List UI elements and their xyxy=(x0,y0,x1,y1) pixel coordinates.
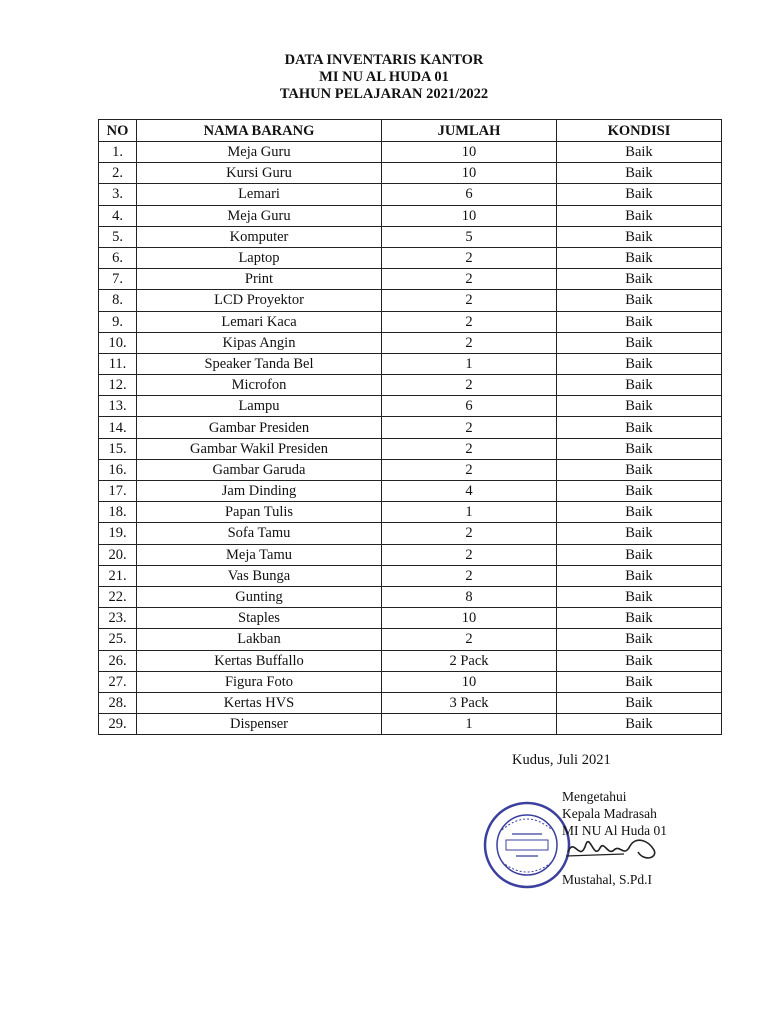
condition-cell: Baik xyxy=(557,290,722,311)
condition-cell: Baik xyxy=(557,226,722,247)
item-name-cell: LCD Proyektor xyxy=(137,290,382,311)
item-name-cell: Meja Guru xyxy=(137,142,382,163)
condition-cell: Baik xyxy=(557,481,722,502)
quantity-cell: 2 xyxy=(382,523,557,544)
condition-cell: Baik xyxy=(557,311,722,332)
condition-cell: Baik xyxy=(557,438,722,459)
table-row xyxy=(99,544,722,565)
quantity-cell: 6 xyxy=(382,396,557,417)
row-number-cell: 20. xyxy=(99,544,137,565)
row-number-cell: 23. xyxy=(99,608,137,629)
condition-cell: Baik xyxy=(557,671,722,692)
quantity-cell: 2 xyxy=(382,375,557,396)
condition-cell: Baik xyxy=(557,650,722,671)
quantity-cell: 2 xyxy=(382,332,557,353)
item-name-cell: Print xyxy=(137,269,382,290)
row-number-cell: 21. xyxy=(99,565,137,586)
table-row xyxy=(99,650,722,671)
quantity-cell: 10 xyxy=(382,671,557,692)
quantity-cell: 1 xyxy=(382,714,557,735)
column-header-condition: KONDISI xyxy=(557,120,722,142)
table-row xyxy=(99,290,722,311)
signature-line-1: Mengetahui xyxy=(562,789,627,804)
table-body xyxy=(99,142,722,735)
condition-cell: Baik xyxy=(557,523,722,544)
row-number-cell: 28. xyxy=(99,692,137,713)
item-name-cell: Papan Tulis xyxy=(137,502,382,523)
condition-cell: Baik xyxy=(557,163,722,184)
condition-cell: Baik xyxy=(557,629,722,650)
item-name-cell: Gambar Presiden xyxy=(137,417,382,438)
quantity-cell: 10 xyxy=(382,163,557,184)
item-name-cell: Kertas Buffallo xyxy=(137,650,382,671)
table-row xyxy=(99,608,722,629)
quantity-cell: 6 xyxy=(382,184,557,205)
condition-cell: Baik xyxy=(557,714,722,735)
item-name-cell: Vas Bunga xyxy=(137,565,382,586)
item-name-cell: Kertas HVS xyxy=(137,692,382,713)
condition-cell: Baik xyxy=(557,544,722,565)
condition-cell: Baik xyxy=(557,184,722,205)
quantity-cell: 1 xyxy=(382,502,557,523)
row-number-cell: 16. xyxy=(99,459,137,480)
condition-cell: Baik xyxy=(557,205,722,226)
row-number-cell: 11. xyxy=(99,353,137,374)
quantity-cell: 3 Pack xyxy=(382,692,557,713)
condition-cell: Baik xyxy=(557,565,722,586)
condition-cell: Baik xyxy=(557,417,722,438)
item-name-cell: Kursi Guru xyxy=(137,163,382,184)
item-name-cell: Gunting xyxy=(137,586,382,607)
condition-cell: Baik xyxy=(557,459,722,480)
item-name-cell: Gambar Wakil Presiden xyxy=(137,438,382,459)
item-name-cell: Kipas Angin xyxy=(137,332,382,353)
table-row xyxy=(99,353,722,374)
row-number-cell: 26. xyxy=(99,650,137,671)
table-row xyxy=(99,142,722,163)
item-name-cell: Microfon xyxy=(137,375,382,396)
quantity-cell: 8 xyxy=(382,586,557,607)
signature-line-2: Kepala Madrasah xyxy=(562,806,657,821)
school-stamp-icon xyxy=(482,800,572,890)
row-number-cell: 6. xyxy=(99,247,137,268)
quantity-cell: 10 xyxy=(382,142,557,163)
column-header-name: NAMA BARANG xyxy=(137,120,382,142)
row-number-cell: 4. xyxy=(99,205,137,226)
table-row xyxy=(99,163,722,184)
condition-cell: Baik xyxy=(557,332,722,353)
place-date: Kudus, Juli 2021 xyxy=(512,752,611,768)
document-title: DATA INVENTARIS KANTOR xyxy=(284,52,484,68)
quantity-cell: 2 xyxy=(382,311,557,332)
row-number-cell: 8. xyxy=(99,290,137,311)
table-row xyxy=(99,481,722,502)
condition-cell: Baik xyxy=(557,269,722,290)
row-number-cell: 10. xyxy=(99,332,137,353)
row-number-cell: 7. xyxy=(99,269,137,290)
item-name-cell: Lakban xyxy=(137,629,382,650)
table-row xyxy=(99,375,722,396)
item-name-cell: Lemari Kaca xyxy=(137,311,382,332)
signature-line-3: MI NU Al Huda 01 xyxy=(562,823,667,838)
table-row xyxy=(99,417,722,438)
condition-cell: Baik xyxy=(557,608,722,629)
quantity-cell: 2 xyxy=(382,629,557,650)
table-row xyxy=(99,692,722,713)
condition-cell: Baik xyxy=(557,396,722,417)
principal-name: Mustahal, S.Pd.I xyxy=(562,872,653,887)
condition-cell: Baik xyxy=(557,353,722,374)
row-number-cell: 2. xyxy=(99,163,137,184)
signature-block xyxy=(478,786,728,906)
row-number-cell: 12. xyxy=(99,375,137,396)
academic-year: TAHUN PELAJARAN 2021/2022 xyxy=(279,86,489,102)
quantity-cell: 2 xyxy=(382,417,557,438)
table-row xyxy=(99,226,722,247)
row-number-cell: 9. xyxy=(99,311,137,332)
table-row xyxy=(99,184,722,205)
table-row xyxy=(99,671,722,692)
condition-cell: Baik xyxy=(557,142,722,163)
row-number-cell: 22. xyxy=(99,586,137,607)
table-row xyxy=(99,565,722,586)
condition-cell: Baik xyxy=(557,375,722,396)
item-name-cell: Sofa Tamu xyxy=(137,523,382,544)
table-row xyxy=(99,523,722,544)
table-row xyxy=(99,332,722,353)
condition-cell: Baik xyxy=(557,692,722,713)
table-row xyxy=(99,311,722,332)
quantity-cell: 2 xyxy=(382,247,557,268)
item-name-cell: Speaker Tanda Bel xyxy=(137,353,382,374)
row-number-cell: 1. xyxy=(99,142,137,163)
document-header xyxy=(0,52,768,103)
item-name-cell: Meja Tamu xyxy=(137,544,382,565)
quantity-cell: 10 xyxy=(382,608,557,629)
item-name-cell: Figura Foto xyxy=(137,671,382,692)
table-row xyxy=(99,438,722,459)
item-name-cell: Staples xyxy=(137,608,382,629)
quantity-cell: 2 xyxy=(382,290,557,311)
item-name-cell: Komputer xyxy=(137,226,382,247)
row-number-cell: 18. xyxy=(99,502,137,523)
table-row xyxy=(99,629,722,650)
table-row xyxy=(99,247,722,268)
quantity-cell: 4 xyxy=(382,481,557,502)
column-header-qty: JUMLAH xyxy=(382,120,557,142)
row-number-cell: 17. xyxy=(99,481,137,502)
condition-cell: Baik xyxy=(557,502,722,523)
row-number-cell: 3. xyxy=(99,184,137,205)
row-number-cell: 25. xyxy=(99,629,137,650)
quantity-cell: 2 xyxy=(382,544,557,565)
item-name-cell: Lampu xyxy=(137,396,382,417)
row-number-cell: 14. xyxy=(99,417,137,438)
school-name: MI NU AL HUDA 01 xyxy=(319,69,449,85)
handwritten-signature-icon xyxy=(564,830,664,870)
row-number-cell: 27. xyxy=(99,671,137,692)
inventory-table xyxy=(98,119,722,735)
item-name-cell: Laptop xyxy=(137,247,382,268)
condition-cell: Baik xyxy=(557,586,722,607)
item-name-cell: Lemari xyxy=(137,184,382,205)
item-name-cell: Jam Dinding xyxy=(137,481,382,502)
item-name-cell: Dispenser xyxy=(137,714,382,735)
quantity-cell: 2 xyxy=(382,269,557,290)
quantity-cell: 2 xyxy=(382,459,557,480)
table-row xyxy=(99,459,722,480)
item-name-cell: Meja Guru xyxy=(137,205,382,226)
row-number-cell: 5. xyxy=(99,226,137,247)
condition-cell: Baik xyxy=(557,247,722,268)
quantity-cell: 2 Pack xyxy=(382,650,557,671)
column-header-no: NO xyxy=(99,120,137,142)
row-number-cell: 19. xyxy=(99,523,137,544)
table-row xyxy=(99,502,722,523)
table-row xyxy=(99,396,722,417)
quantity-cell: 2 xyxy=(382,565,557,586)
row-number-cell: 13. xyxy=(99,396,137,417)
table-row xyxy=(99,714,722,735)
table-header-row xyxy=(99,120,722,142)
row-number-cell: 29. xyxy=(99,714,137,735)
table-row xyxy=(99,269,722,290)
table-row xyxy=(99,205,722,226)
quantity-cell: 2 xyxy=(382,438,557,459)
table-row xyxy=(99,586,722,607)
row-number-cell: 15. xyxy=(99,438,137,459)
quantity-cell: 5 xyxy=(382,226,557,247)
quantity-cell: 1 xyxy=(382,353,557,374)
quantity-cell: 10 xyxy=(382,205,557,226)
item-name-cell: Gambar Garuda xyxy=(137,459,382,480)
